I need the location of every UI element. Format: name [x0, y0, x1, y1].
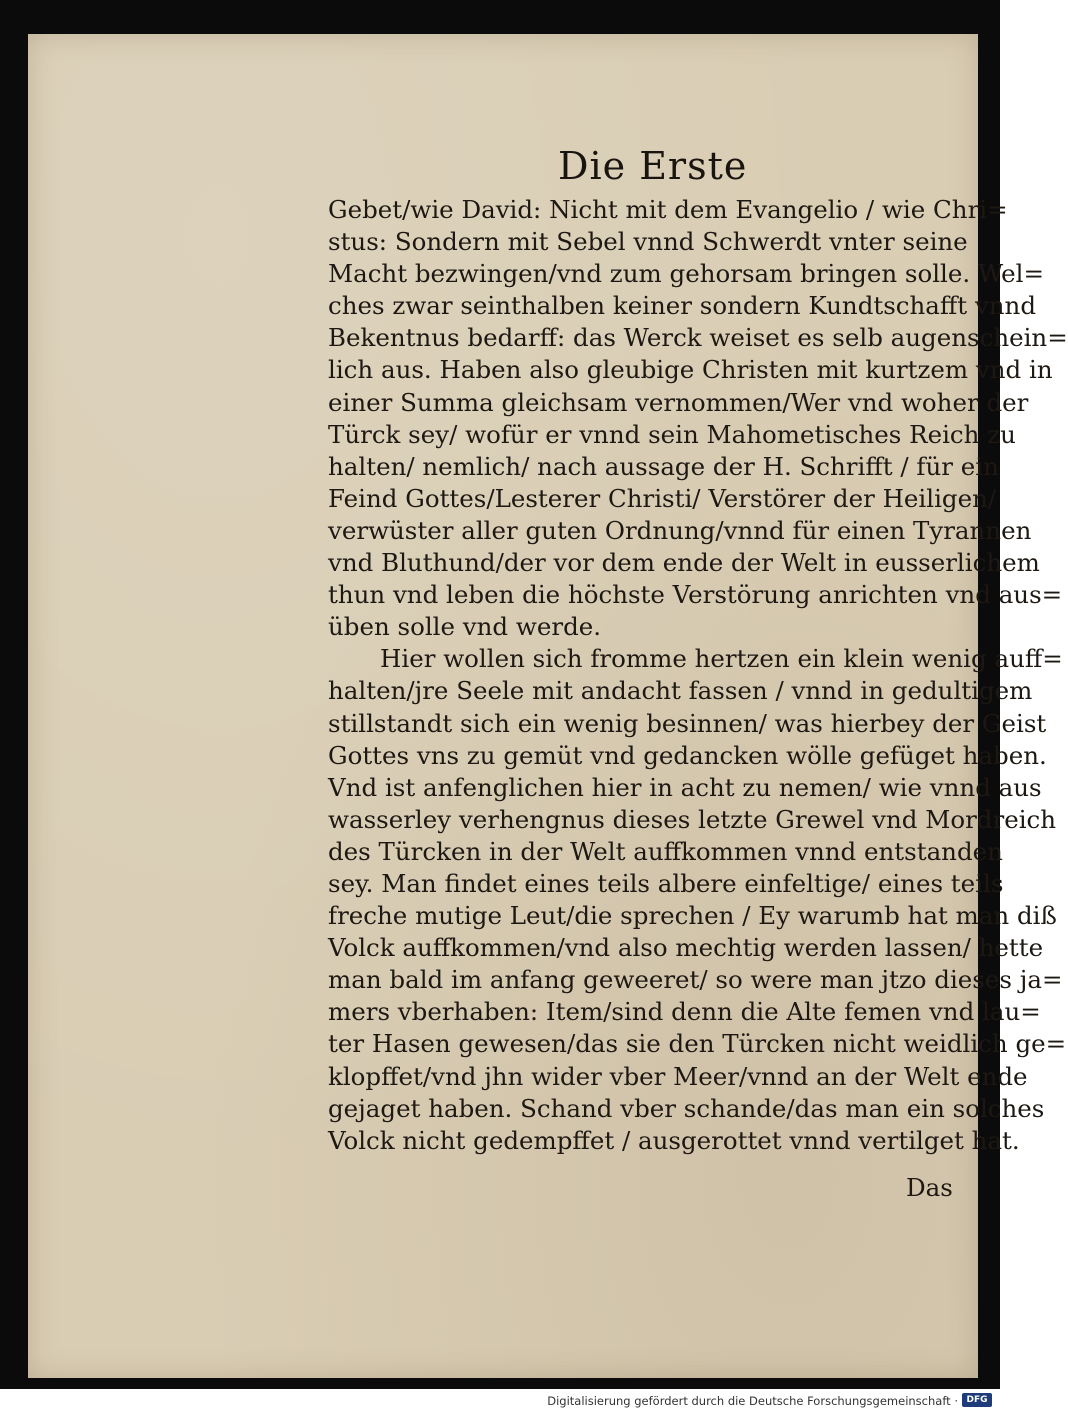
- text-line: üben solle vnd werde.: [328, 612, 602, 642]
- text-line: freche mutige Leut/die sprechen / Ey warumb hat man diß: [328, 901, 1057, 931]
- text-line: Bekentnus bedarff: das Werck weiset es selb augenschein=: [328, 323, 1068, 353]
- text-line: Volck auffkommen/vnd also mechtig werden lassen/ hette: [328, 933, 1044, 963]
- text-line: thun vnd leben die höchste Verstörung anrichten vnd aus=: [328, 580, 1063, 610]
- body-text: [328, 194, 1068, 1157]
- text-line: Gottes vns zu gemüt vnd gedancken wölle gefüget haben.: [328, 740, 1047, 770]
- text-line: Volck nicht gedempffet / ausgerottet vnnd vertilget hat.: [328, 1125, 1020, 1155]
- running-head: Die Erste: [558, 144, 748, 188]
- text-line: Türck sey/ wofür er vnnd sein Mahometisches Reich zu: [328, 419, 1016, 449]
- dfg-logo-icon: DFG: [962, 1393, 992, 1407]
- text-line: Vnd ist anfenglichen hier in acht zu nemen/ wie vnnd aus: [328, 772, 1042, 802]
- text-line: ter Hasen gewesen/das sie den Türcken nicht weidlich ge=: [328, 1029, 1067, 1059]
- text-line: klopffet/vnd jhn wider vber Meer/vnnd an der Welt ende: [328, 1061, 1028, 1091]
- text-line: lich aus. Haben also gleubige Christen mit kurtzem vnd in: [328, 355, 1053, 385]
- text-line: ches zwar seinthalben keiner sondern Kundtschafft vnnd: [328, 291, 1037, 321]
- text-line: stillstandt sich ein wenig besinnen/ was hierbey der Geist: [328, 708, 1047, 738]
- text-line: mers vberhaben: Item/sind denn die Alte femen vnd lau=: [328, 997, 1041, 1027]
- catchword: Das: [906, 1173, 953, 1202]
- funding-notice: Digitalisierung gefördert durch die Deutsche Forschungsgemeinschaft ·: [547, 1394, 958, 1408]
- text-line: man bald im anfang geweeret/ so were man jtzo dieses ja=: [328, 965, 1063, 995]
- text-line: wasserley verhengnus dieses letzte Grewel vnd Mordreich: [328, 804, 1057, 834]
- text-line: Macht bezwingen/vnd zum gehorsam bringen solle. Wel=: [328, 259, 1045, 289]
- text-line: verwüster aller guten Ordnung/vnnd für einen Tyrannen: [328, 515, 1032, 545]
- text-line: Feind Gottes/Lesterer Christi/ Verstörer der Heiligen/: [328, 483, 997, 513]
- text-line: sey. Man findet eines teils alberе einfeltige/ eines teils: [328, 868, 1004, 898]
- text-line: halten/jre Seele mit andacht fassen / vnnd in gedultigem: [328, 676, 1033, 706]
- text-line: einer Summa gleichsam vernommen/Wer vnd woher der: [328, 387, 1029, 417]
- text-line: des Türcken in der Welt auffkommen vnnd entstanden: [328, 836, 1003, 866]
- text-line: Gebet/wie David: Nicht mit dem Evangelio / wie Chri=: [328, 195, 1008, 224]
- book-page: [28, 34, 1068, 1378]
- paragraph-start-line: Hier wollen sich fromme hertzen ein klein wenig auff=: [380, 644, 1063, 674]
- text-line: vnd Bluthund/der vor dem ende der Welt in eusserlichem: [328, 548, 1040, 578]
- text-line: halten/ nemlich/ nach aussage der H. Schrifft / für ein: [328, 451, 999, 481]
- digitization-footer: [0, 1389, 1000, 1413]
- text-line: gejaget haben. Schand vber schande/das man ein solches: [328, 1093, 1045, 1123]
- text-line: stus: Sondern mit Sebel vnnd Schwerdt vnter seine: [328, 227, 968, 257]
